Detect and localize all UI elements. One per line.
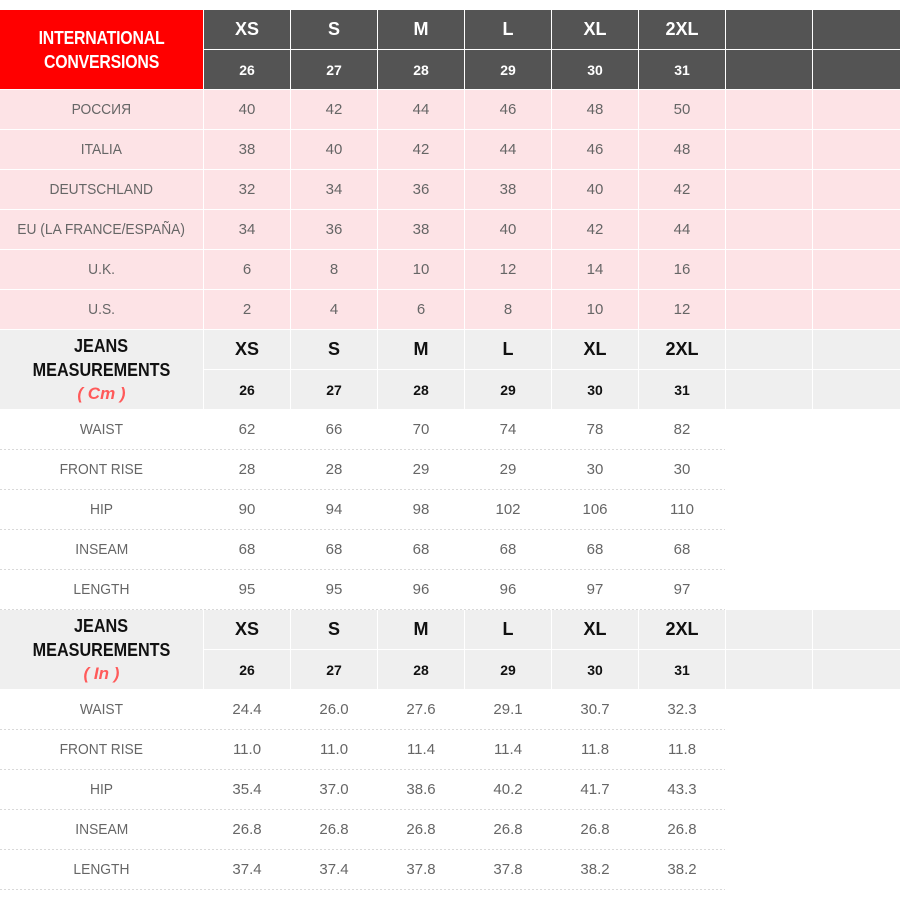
value-cell: 6 <box>204 250 290 289</box>
value-cell: 97 <box>552 570 638 609</box>
row-label <box>0 450 203 489</box>
value-cell: 38.6 <box>378 770 464 809</box>
waist-size-cell: 31 <box>639 370 725 409</box>
value-cell: 46 <box>552 130 638 169</box>
value-cell: 106 <box>552 490 638 529</box>
waist-size-cell: 28 <box>378 650 464 689</box>
row-label <box>0 290 203 329</box>
waist-size-cell: 28 <box>378 370 464 409</box>
value-cell: 27.6 <box>378 690 464 729</box>
value-cell: 29 <box>465 450 551 489</box>
row-label-text: U.S. <box>88 301 115 318</box>
value-cell: 96 <box>378 570 464 609</box>
row-label-text: HIP <box>89 501 113 518</box>
value-cell: 11.8 <box>639 730 725 769</box>
size-header-cell: 2XL <box>639 610 725 649</box>
size-header-cell: L <box>465 10 551 49</box>
waist-size-cell: 31 <box>639 50 725 89</box>
table-row <box>0 850 900 890</box>
size-header-cell: XL <box>552 610 638 649</box>
value-cell: 10 <box>378 250 464 289</box>
empty-cell <box>726 530 812 569</box>
waist-size-cell: 27 <box>291 650 377 689</box>
row-label <box>0 850 203 889</box>
row-label-text: LENGTH <box>73 861 130 878</box>
row-label <box>0 170 203 209</box>
size-header-cell: 2XL <box>639 330 725 369</box>
unit-label: ( In ) <box>83 663 120 683</box>
empty-cell <box>726 570 812 609</box>
value-cell: 96 <box>465 570 551 609</box>
value-cell: 28 <box>291 450 377 489</box>
value-cell: 11.0 <box>291 730 377 769</box>
section-title <box>0 10 203 89</box>
value-cell: 42 <box>552 210 638 249</box>
size-header-cell: M <box>378 330 464 369</box>
size-header-cell: XL <box>552 10 638 49</box>
value-cell: 36 <box>291 210 377 249</box>
row-label-text: FRONT RISE <box>59 741 144 758</box>
value-cell: 40 <box>204 90 290 129</box>
empty-cell <box>813 90 900 129</box>
waist-size-cell: 29 <box>465 50 551 89</box>
table-row <box>0 770 900 810</box>
value-cell: 12 <box>465 250 551 289</box>
value-cell: 26.8 <box>204 810 290 849</box>
value-cell: 110 <box>639 490 725 529</box>
empty-cell <box>813 850 900 889</box>
title-line: CONVERSIONS <box>43 51 160 72</box>
size-header-cell: XL <box>552 330 638 369</box>
waist-size-cell: 29 <box>465 650 551 689</box>
value-cell: 78 <box>552 410 638 449</box>
value-cell: 94 <box>291 490 377 529</box>
row-label-text: FRONT RISE <box>59 461 144 478</box>
empty-cell <box>813 570 900 609</box>
row-label <box>0 810 203 849</box>
empty-cell <box>726 210 812 249</box>
value-cell: 37.8 <box>378 850 464 889</box>
value-cell: 6 <box>378 290 464 329</box>
value-cell: 34 <box>291 170 377 209</box>
value-cell: 26.8 <box>378 810 464 849</box>
value-cell: 30 <box>552 450 638 489</box>
value-cell: 2 <box>204 290 290 329</box>
table-row <box>0 810 900 850</box>
table-row <box>0 730 900 770</box>
value-cell: 82 <box>639 410 725 449</box>
value-cell: 40 <box>552 170 638 209</box>
value-cell: 28 <box>204 450 290 489</box>
value-cell: 26.8 <box>465 810 551 849</box>
empty-header-cell <box>726 10 812 49</box>
value-cell: 29.1 <box>465 690 551 729</box>
table-row <box>0 570 900 610</box>
empty-cell <box>813 170 900 209</box>
waist-size-cell: 27 <box>291 50 377 89</box>
value-cell: 32 <box>204 170 290 209</box>
value-cell: 68 <box>378 530 464 569</box>
unit-label: ( Cm ) <box>77 383 126 403</box>
empty-cell <box>726 490 812 529</box>
value-cell: 34 <box>204 210 290 249</box>
empty-cell <box>813 690 900 729</box>
value-cell: 11.8 <box>552 730 638 769</box>
empty-cell <box>726 730 812 769</box>
row-label-text: РОССИЯ <box>71 101 132 118</box>
row-label <box>0 410 203 449</box>
value-cell: 102 <box>465 490 551 529</box>
empty-cell <box>726 450 812 489</box>
table-row <box>0 290 900 330</box>
international-header <box>0 10 900 90</box>
value-cell: 36 <box>378 170 464 209</box>
value-cell: 30.7 <box>552 690 638 729</box>
row-label <box>0 530 203 569</box>
value-cell: 42 <box>378 130 464 169</box>
value-cell: 42 <box>639 170 725 209</box>
empty-cell <box>726 770 812 809</box>
value-cell: 37.0 <box>291 770 377 809</box>
row-label <box>0 130 203 169</box>
value-cell: 38.2 <box>639 850 725 889</box>
row-label <box>0 90 203 129</box>
size-chart <box>0 10 900 890</box>
size-header-cell: XS <box>204 610 290 649</box>
value-cell: 68 <box>465 530 551 569</box>
empty-cell <box>726 250 812 289</box>
value-cell: 12 <box>639 290 725 329</box>
row-label-text: U.K. <box>88 261 115 278</box>
row-label <box>0 570 203 609</box>
value-cell: 16 <box>639 250 725 289</box>
size-header-cell: L <box>465 610 551 649</box>
empty-cell <box>813 130 900 169</box>
empty-cell <box>726 690 812 729</box>
row-label <box>0 250 203 289</box>
title-line: JEANS <box>74 335 129 356</box>
section-title <box>0 330 203 409</box>
empty-header-cell <box>726 50 812 89</box>
empty-header-cell <box>726 610 812 649</box>
value-cell: 37.8 <box>465 850 551 889</box>
waist-size-cell: 28 <box>378 50 464 89</box>
empty-header-cell <box>726 370 812 409</box>
empty-cell <box>726 290 812 329</box>
value-cell: 68 <box>552 530 638 569</box>
value-cell: 41.7 <box>552 770 638 809</box>
empty-header-cell <box>726 330 812 369</box>
value-cell: 40 <box>465 210 551 249</box>
value-cell: 35.4 <box>204 770 290 809</box>
value-cell: 24.4 <box>204 690 290 729</box>
value-cell: 66 <box>291 410 377 449</box>
row-label-text: WAIST <box>79 701 124 718</box>
row-label <box>0 730 203 769</box>
table-row <box>0 490 900 530</box>
waist-size-cell: 30 <box>552 50 638 89</box>
value-cell: 38 <box>378 210 464 249</box>
value-cell: 38 <box>204 130 290 169</box>
empty-cell <box>726 90 812 129</box>
row-label-text: EU (LA FRANCE/ESPAÑA) <box>17 221 186 238</box>
table-row <box>0 410 900 450</box>
value-cell: 44 <box>378 90 464 129</box>
size-header-cell: L <box>465 330 551 369</box>
value-cell: 62 <box>204 410 290 449</box>
title-line: MEASUREMENTS <box>32 359 171 380</box>
value-cell: 29 <box>378 450 464 489</box>
value-cell: 38 <box>465 170 551 209</box>
value-cell: 26.8 <box>639 810 725 849</box>
value-cell: 44 <box>639 210 725 249</box>
table-row <box>0 530 900 570</box>
row-label <box>0 210 203 249</box>
waist-size-cell: 30 <box>552 370 638 409</box>
value-cell: 40 <box>291 130 377 169</box>
value-cell: 26.8 <box>291 810 377 849</box>
value-cell: 30 <box>639 450 725 489</box>
value-cell: 68 <box>204 530 290 569</box>
row-label-text: WAIST <box>79 421 124 438</box>
table-row <box>0 210 900 250</box>
row-label-text: INSEAM <box>75 821 128 838</box>
value-cell: 14 <box>552 250 638 289</box>
empty-cell <box>813 770 900 809</box>
empty-cell <box>813 410 900 449</box>
value-cell: 95 <box>291 570 377 609</box>
value-cell: 90 <box>204 490 290 529</box>
empty-cell <box>813 250 900 289</box>
value-cell: 46 <box>465 90 551 129</box>
value-cell: 11.0 <box>204 730 290 769</box>
size-header-cell: S <box>291 10 377 49</box>
waist-size-cell: 26 <box>204 370 290 409</box>
empty-cell <box>813 450 900 489</box>
row-label <box>0 770 203 809</box>
value-cell: 11.4 <box>378 730 464 769</box>
empty-cell <box>726 170 812 209</box>
table-row <box>0 690 900 730</box>
waist-size-cell: 30 <box>552 650 638 689</box>
table-row <box>0 450 900 490</box>
empty-header-cell <box>813 330 900 369</box>
table-row <box>0 250 900 290</box>
value-cell: 42 <box>291 90 377 129</box>
title-line: INTERNATIONAL <box>38 27 165 48</box>
row-label-text: ITALIA <box>80 141 123 158</box>
value-cell: 37.4 <box>291 850 377 889</box>
row-label-text: HIP <box>89 781 113 798</box>
value-cell: 38.2 <box>552 850 638 889</box>
waist-size-cell: 31 <box>639 650 725 689</box>
empty-header-cell <box>813 50 900 89</box>
value-cell: 68 <box>291 530 377 569</box>
empty-cell <box>726 810 812 849</box>
row-label-text: INSEAM <box>75 541 128 558</box>
row-label <box>0 490 203 529</box>
empty-header-cell <box>813 370 900 409</box>
section-title <box>0 610 203 689</box>
table-row <box>0 170 900 210</box>
empty-cell <box>813 490 900 529</box>
waist-size-cell: 29 <box>465 370 551 409</box>
value-cell: 26.0 <box>291 690 377 729</box>
table-row <box>0 130 900 170</box>
jeans_in-header <box>0 610 900 690</box>
value-cell: 48 <box>552 90 638 129</box>
title-line: MEASUREMENTS <box>32 639 171 660</box>
row-label-text: DEUTSCHLAND <box>49 181 154 198</box>
waist-size-cell: 26 <box>204 650 290 689</box>
value-cell: 4 <box>291 290 377 329</box>
value-cell: 98 <box>378 490 464 529</box>
jeans_cm-header <box>0 330 900 410</box>
title-line: JEANS <box>74 615 129 636</box>
value-cell: 74 <box>465 410 551 449</box>
table-row <box>0 90 900 130</box>
value-cell: 43.3 <box>639 770 725 809</box>
value-cell: 48 <box>639 130 725 169</box>
value-cell: 26.8 <box>552 810 638 849</box>
empty-cell <box>813 290 900 329</box>
empty-cell <box>813 810 900 849</box>
empty-header-cell <box>813 650 900 689</box>
size-header-cell: S <box>291 330 377 369</box>
empty-header-cell <box>726 650 812 689</box>
empty-header-cell <box>813 10 900 49</box>
empty-cell <box>726 410 812 449</box>
row-label <box>0 690 203 729</box>
value-cell: 44 <box>465 130 551 169</box>
value-cell: 50 <box>639 90 725 129</box>
waist-size-cell: 26 <box>204 50 290 89</box>
value-cell: 8 <box>465 290 551 329</box>
size-header-cell: XS <box>204 330 290 369</box>
value-cell: 68 <box>639 530 725 569</box>
empty-cell <box>813 530 900 569</box>
empty-cell <box>726 130 812 169</box>
value-cell: 70 <box>378 410 464 449</box>
waist-size-cell: 27 <box>291 370 377 409</box>
value-cell: 40.2 <box>465 770 551 809</box>
value-cell: 32.3 <box>639 690 725 729</box>
size-header-cell: XS <box>204 10 290 49</box>
size-header-cell: M <box>378 10 464 49</box>
size-header-cell: 2XL <box>639 10 725 49</box>
size-header-cell: S <box>291 610 377 649</box>
empty-cell <box>813 210 900 249</box>
value-cell: 8 <box>291 250 377 289</box>
value-cell: 11.4 <box>465 730 551 769</box>
size-header-cell: M <box>378 610 464 649</box>
empty-header-cell <box>813 610 900 649</box>
value-cell: 10 <box>552 290 638 329</box>
value-cell: 97 <box>639 570 725 609</box>
empty-cell <box>813 730 900 769</box>
value-cell: 37.4 <box>204 850 290 889</box>
empty-cell <box>726 850 812 889</box>
value-cell: 95 <box>204 570 290 609</box>
row-label-text: LENGTH <box>73 581 130 598</box>
